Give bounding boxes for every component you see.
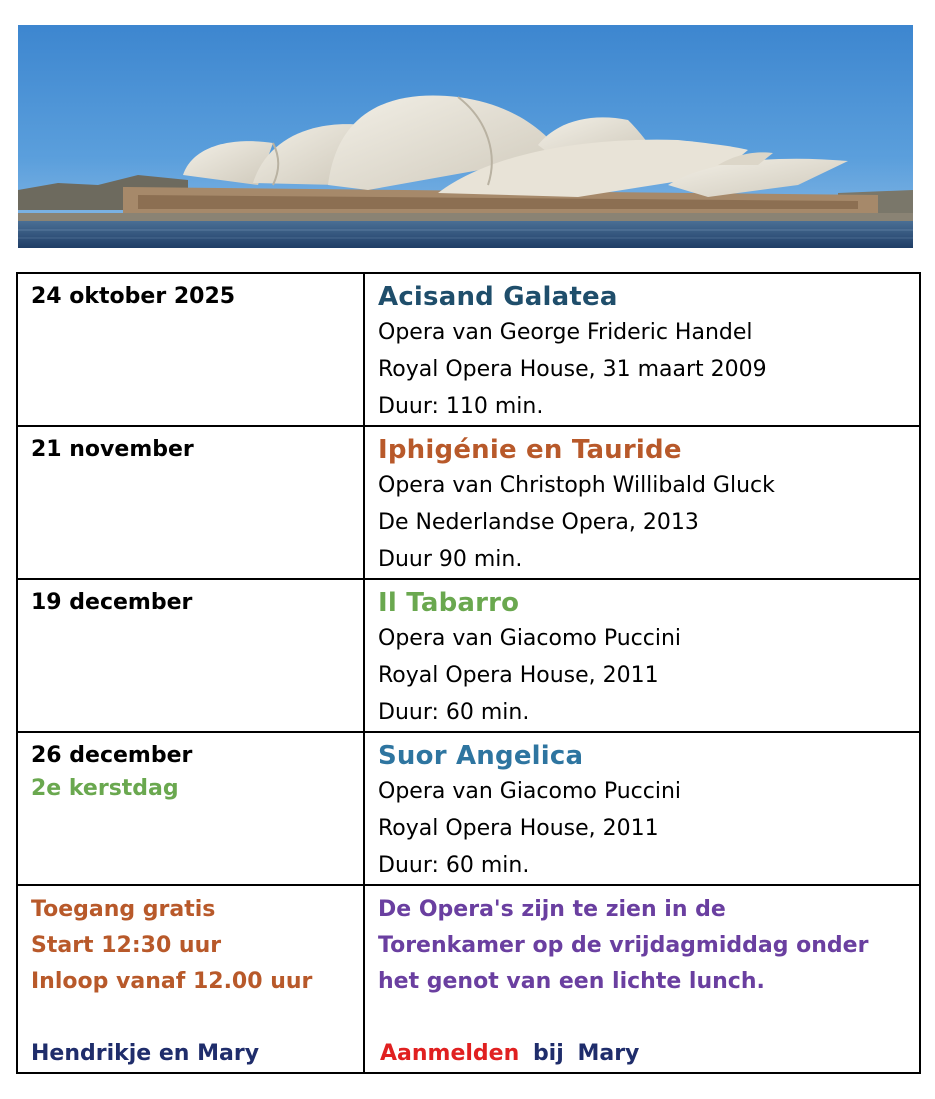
- info-left-cell: [17, 885, 364, 1073]
- signup-word: bij: [532, 1041, 564, 1066]
- event-date: 26 december: [31, 743, 193, 768]
- info-row: [17, 885, 920, 1073]
- event-composer: Opera van Giacomo Puccini: [378, 779, 682, 804]
- event-title: Acisand Galatea: [378, 282, 618, 312]
- event-production: Royal Opera House, 31 maart 2009: [378, 357, 767, 382]
- event-composer: Opera van Christoph Willibald Gluck: [378, 473, 775, 498]
- event-note: 2e kerstdag: [31, 776, 179, 801]
- event-production: De Nederlandse Opera, 2013: [378, 510, 699, 535]
- event-cell: [364, 426, 920, 579]
- date-cell: [17, 732, 364, 885]
- table-row: [17, 426, 920, 579]
- description-line: het genot van een lichte lunch.: [378, 969, 765, 994]
- event-title: Suor Angelica: [378, 741, 584, 771]
- admission-text: Toegang gratis: [31, 897, 216, 922]
- event-production: Royal Opera House, 2011: [378, 816, 659, 841]
- walk-in-text: Inloop vanaf 12.00 uur: [31, 969, 313, 994]
- event-title: Iphigénie en Tauride: [378, 435, 682, 465]
- signup-action: Aanmelden: [380, 1041, 520, 1066]
- event-title: Il Tabarro: [378, 588, 520, 618]
- event-date: 21 november: [31, 437, 194, 462]
- event-duration: Duur: 60 min.: [378, 700, 530, 725]
- table-row: [17, 579, 920, 732]
- signup-text: [365, 1036, 919, 1072]
- sydney-opera-house-photo: [18, 25, 913, 248]
- start-time-text: Start 12:30 uur: [31, 933, 222, 958]
- event-duration: Duur 90 min.: [378, 547, 523, 572]
- opera-house-banner: [18, 25, 913, 248]
- table-row: [17, 732, 920, 885]
- event-duration: Duur: 60 min.: [378, 853, 530, 878]
- event-composer: Opera van George Frideric Handel: [378, 320, 753, 345]
- event-date: 24 oktober 2025: [31, 284, 236, 309]
- date-cell: [17, 273, 364, 426]
- event-date: 19 december: [31, 590, 193, 615]
- description-line: Torenkamer op de vrijdagmiddag onder: [378, 933, 869, 958]
- event-cell: [364, 273, 920, 426]
- description-line: De Opera's zijn te zien in de: [378, 897, 726, 922]
- event-composer: Opera van Giacomo Puccini: [378, 626, 682, 651]
- organizers-text: Hendrikje en Mary: [31, 1041, 260, 1066]
- event-duration: Duur: 110 min.: [378, 394, 544, 419]
- date-cell: [17, 579, 364, 732]
- date-cell: [17, 426, 364, 579]
- program-table: [16, 272, 921, 1074]
- info-right-cell: [364, 885, 920, 1073]
- event-cell: [364, 579, 920, 732]
- event-production: Royal Opera House, 2011: [378, 663, 659, 688]
- table-row: [17, 273, 920, 426]
- signup-person: Mary: [577, 1041, 640, 1066]
- event-cell: [364, 732, 920, 885]
